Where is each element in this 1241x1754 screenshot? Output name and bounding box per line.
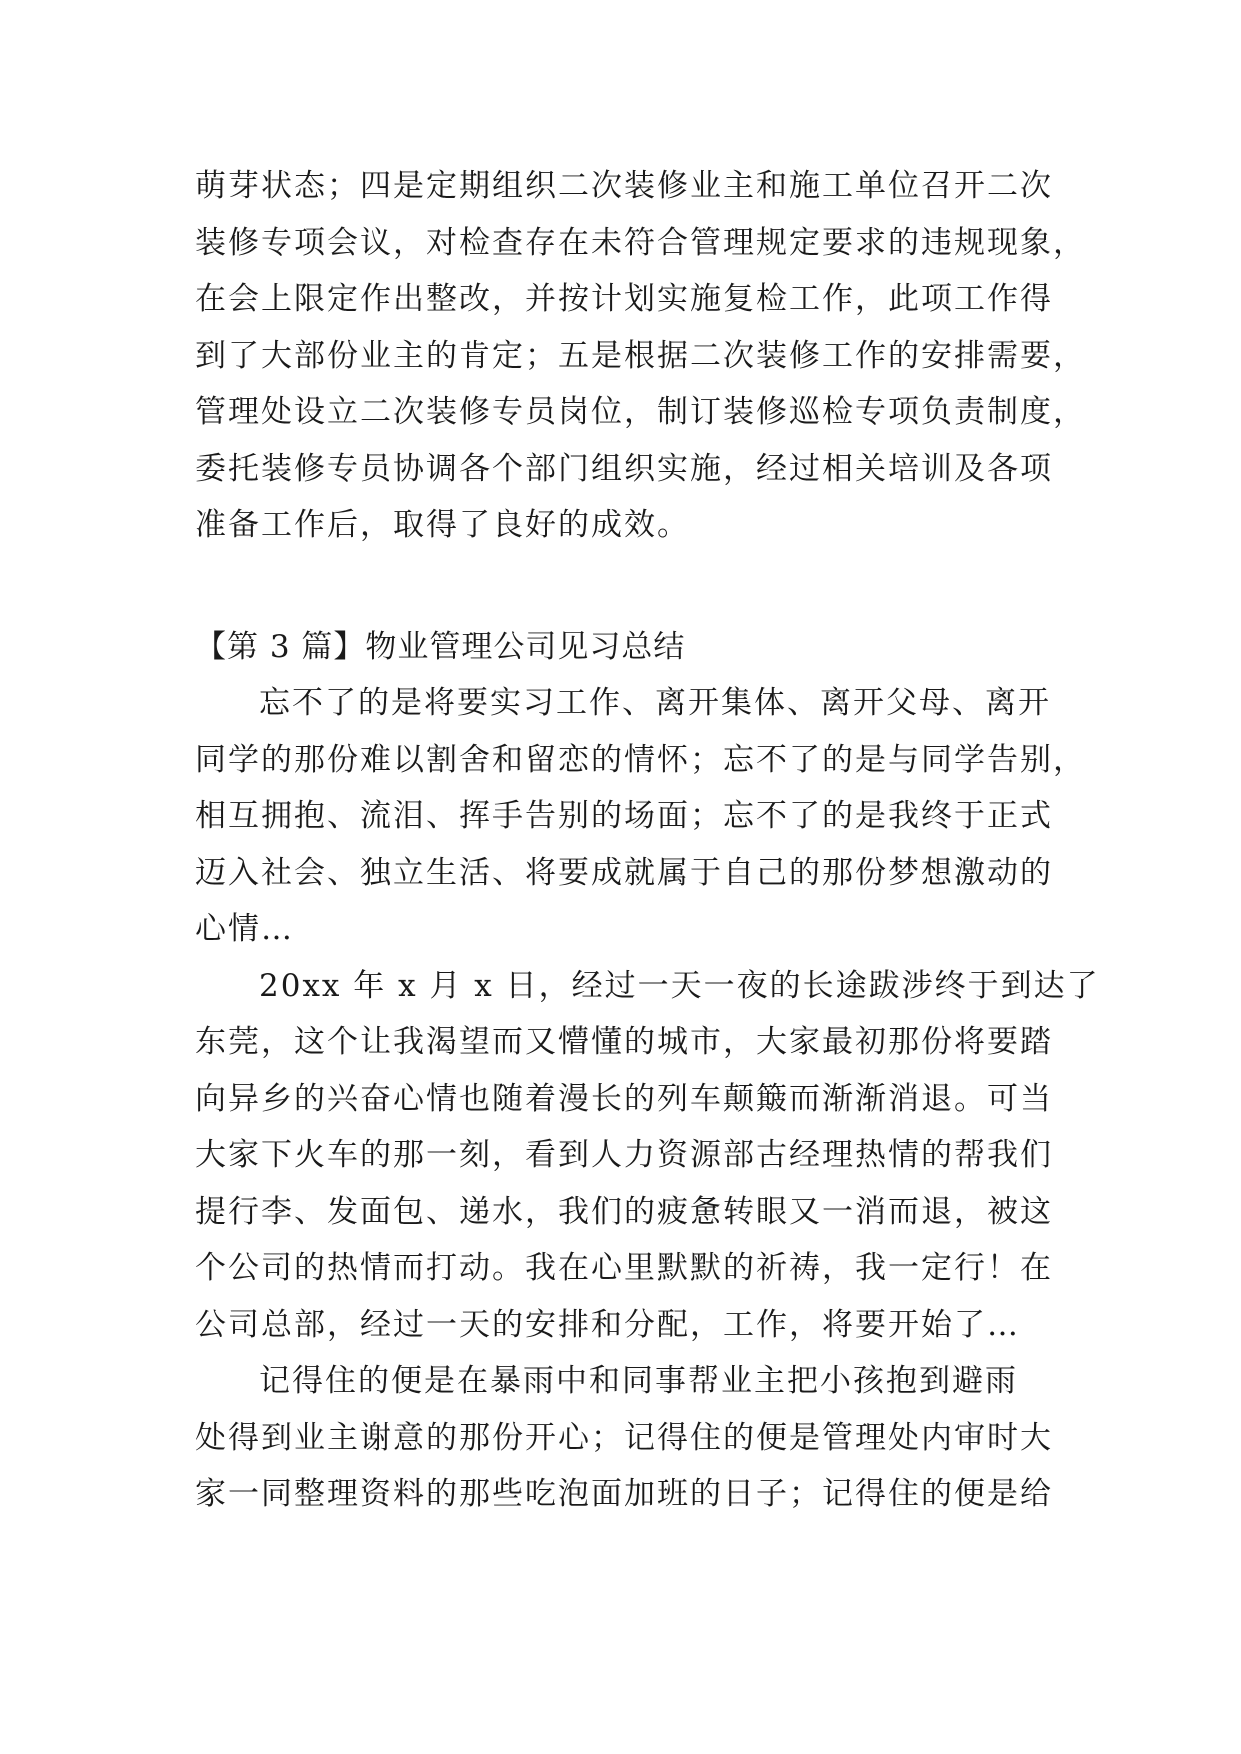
text-line: 萌芽状态；四是定期组织二次装修业主和施工单位召开二次 [195, 168, 1053, 204]
section-heading: 【第 3 篇】物业管理公司见习总结 [195, 628, 686, 665]
paragraph-decoration-work [195, 158, 1086, 554]
text-line: 家一同整理资料的那些吃泡面加班的日子；记得住的便是给 [195, 1476, 1053, 1512]
paragraph-spacer [195, 554, 1075, 619]
paragraph-arrival [195, 958, 1100, 1354]
text-line: 同学的那份难以割舍和留恋的情怀；忘不了的是与同学告别， [195, 741, 1086, 778]
text-line: 到了大部份业主的肯定；五是根据二次装修工作的安排需要， [195, 337, 1086, 374]
text-line: 忘不了的是将要实习工作、离开集体、离开父母、离开 [259, 685, 1051, 721]
text-line: 公司总部，经过一天的安排和分配，工作，将要开始了… [195, 1306, 1020, 1343]
paragraph-memories [195, 1353, 1075, 1523]
text-line: 装修专项会议，对检查存在未符合管理规定要求的违规现象， [195, 224, 1086, 261]
text-line: 东莞，这个让我渴望而又懵懂的城市，大家最初那份将要踏 [195, 1024, 1053, 1060]
text-line: 迈入社会、独立生活、将要成就属于自己的那份梦想激动的 [195, 854, 1053, 891]
text-line: 提行李、发面包、递水，我们的疲惫转眼又一消而退，被这 [195, 1193, 1053, 1230]
text-line: 相互拥抱、流泪、挥手告别的场面；忘不了的是我终于正式 [195, 798, 1053, 834]
paragraph-unforgettable [195, 675, 1086, 958]
text-line: 准备工作后，取得了良好的成效。 [195, 507, 690, 543]
document-body [195, 158, 1100, 1523]
text-line: 个公司的热情而打动。我在心里默默的祈祷，我一定行！在 [195, 1250, 1053, 1286]
text-line: 处得到业主谢意的那份开心；记得住的便是管理处内审时大 [195, 1419, 1053, 1456]
text-line: 大家下火车的那一刻，看到人力资源部古经理热情的帮我们 [195, 1137, 1053, 1173]
text-line: 向异乡的兴奋心情也随着漫长的列车颠簸而渐渐消退。可当 [195, 1080, 1053, 1117]
text-line: 在会上限定作出整改，并按计划实施复检工作，此项工作得 [195, 281, 1053, 317]
text-line: 心情… [195, 911, 294, 947]
text-line: 管理处设立二次装修专员岗位，制订装修巡检专项负责制度， [195, 394, 1086, 430]
text-line: 记得住的便是在暴雨中和同事帮业主把小孩抱到避雨 [259, 1363, 1018, 1399]
text-line: 20xx 年 x 月 x 日，经过一天一夜的长途跋涉终于到达了 [259, 967, 1100, 1004]
text-line: 委托装修专员协调各个部门组织实施，经过相关培训及各项 [195, 450, 1053, 487]
